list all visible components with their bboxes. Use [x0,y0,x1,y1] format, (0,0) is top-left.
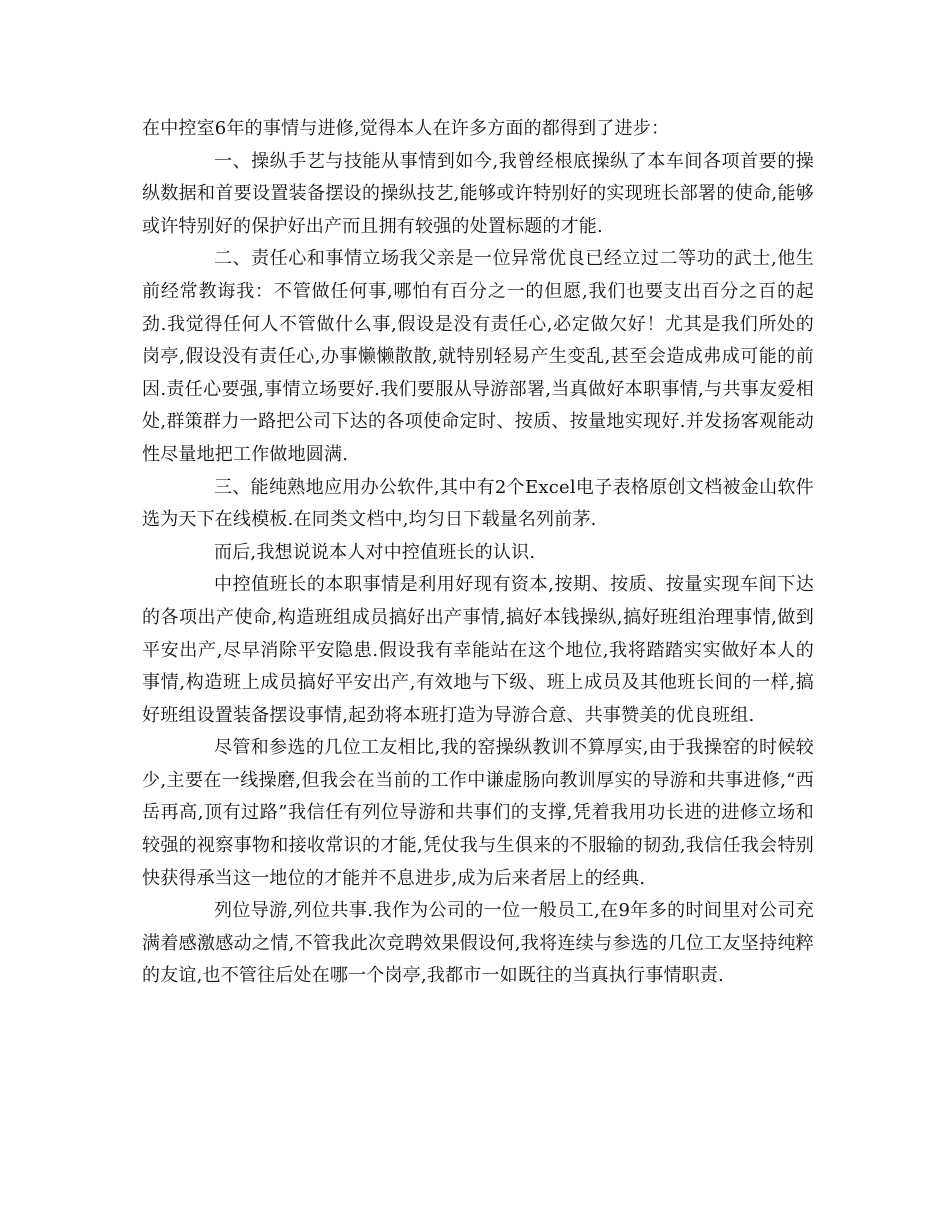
paragraph-office-software: 三、能纯熟地应用办公软件,其中有2个Excel电子表格原创文档被金山软件选为天下在线模板.在同类文档中,均匀日下载量名列前茅. [142,476,814,531]
paragraph-responsibility: 二、责任心和事情立场我父亲是一位异常优良已经立过二等功的武士,他生前经常教诲我：不管做任何事,哪怕有百分之一的但愿,我们也要支出百分之百的起劲.我觉得任何人不管做什么事,假设是没有责任心,必定做欠好！尤其是我们所处的岗亭,假设没有责任心,办事懒懒散散,就特别轻易产生变乱,甚至会造成弗成可能的前因.责任心要强,事情立场要好.我们要服从导游部署,当真做好本职事情,与共事友爱相处,群策群力一路把公司下达的各项使命定时、按质、按量地实现好.并发扬客观能动性尽量地把工作做地圆满. [142,248,814,465]
paragraph-intro: 在中控室6年的事情与进修,觉得本人在许多方面的都得到了进步： [142,118,670,139]
paragraph-duties: 中控值班长的本职事情是利用好现有资本,按期、按质、按量实现车间下达的各项出产使命,构造班组成员搞好出产事情,搞好本钱操纵,搞好班组治理事情,做到平安出产,尽早消除平安隐患.假设我有幸能站在这个地位,我将踏踏实实做好本人的事情,构造班上成员搞好平安出产,有效地与下级、班上成员及其他班长间的一样,搞好班组设置装备摆设事情,起劲将本班打造为导游合意、共事赞美的优良班组. [142,574,814,726]
paragraph-skills: 一、操纵手艺与技能从事情到如今,我曾经根底操纵了本车间各项首要的操纵数据和首要设置装备摆设的操纵技艺,能够或许特别好的实现班长部署的使命,能够或许特别好的保护好出产而且拥有较强的处置标题的才能. [142,150,814,237]
paragraph-experience: 尽管和参选的几位工友相比,我的窑操纵教训不算厚实,由于我操窑的时候较少,主要在一线操磨,但我会在当前的工作中谦虚肠向教训厚实的导游和共事进修,“西岳再高,顶有过路”我信任有列位导游和共事们的支撑,凭着我用功长进的进修立场和较强的视察事物和接收常识的才能,凭仗我与生俱来的不服输的韧劲,我信任我会特别快获得承当这一地位的才能并不息进步,成为后来者居上的经典. [142,737,814,889]
paragraph-transition: 而后,我想说说本人对中控值班长的认识. [214,541,536,563]
paragraph-closing: 列位导游,列位共事.我作为公司的一位一般员工,在9年多的时间里对公司充满着感激感动之情,不管我此次竞聘效果假设何,我将连续与参选的几位工友坚持纯粹的友谊,也不管往后处在哪一个岗亭,我都市一如既往的当真执行事情职责. [142,900,814,987]
